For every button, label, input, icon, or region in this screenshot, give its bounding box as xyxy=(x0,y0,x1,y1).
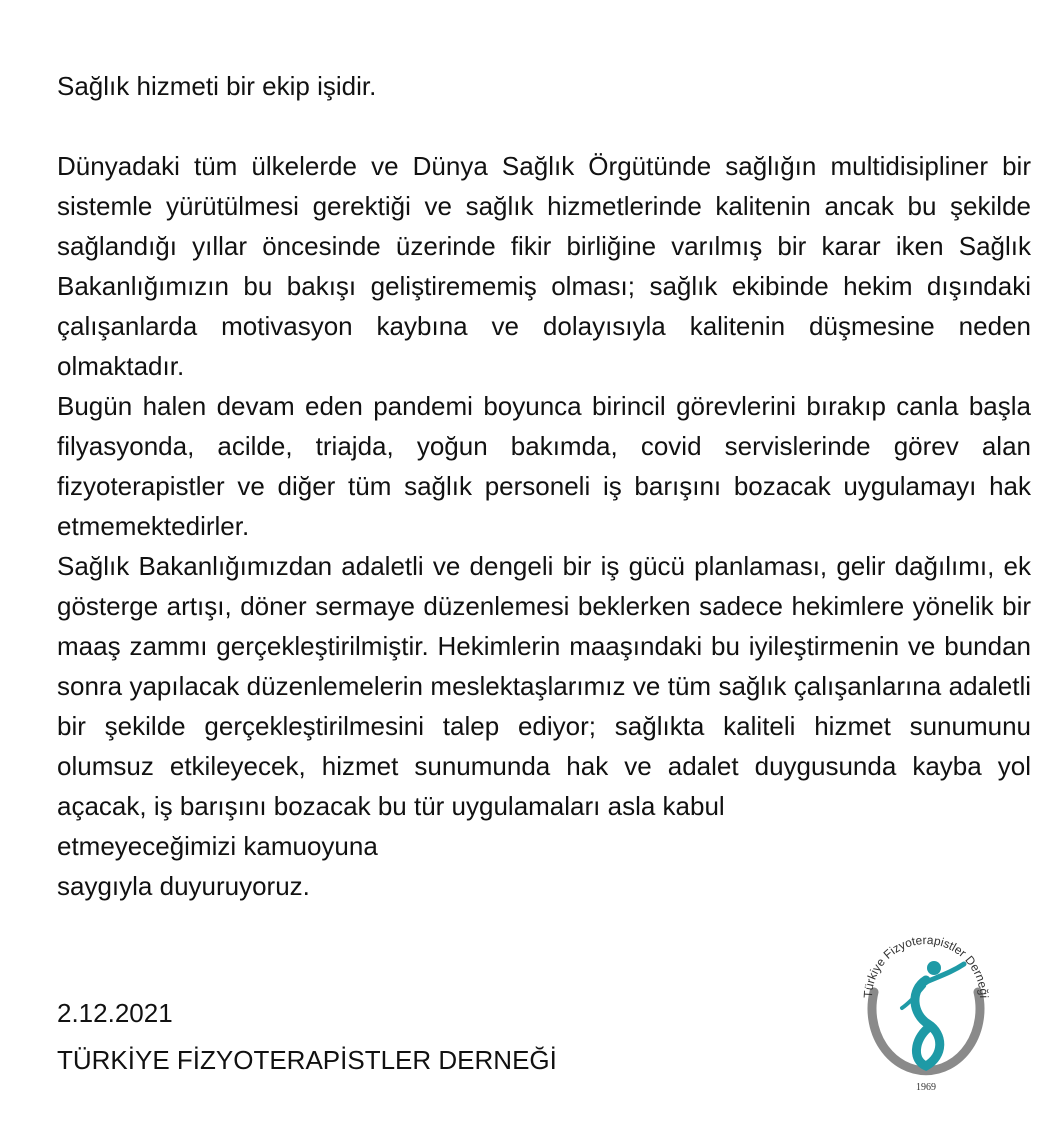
logo-ring-text: Türkiye Fizyoterapistler Derneği xyxy=(860,932,992,999)
letter-date: 2.12.2021 xyxy=(57,998,173,1028)
letter-body xyxy=(57,146,1031,906)
association-logo xyxy=(852,928,1000,1096)
paragraph-2: Bugün halen devam eden pandemi boyunca birincil görevlerini bırakıp canla başla filyasyonda, acilde, triajda, yoğun bakımda, covid servislerinde görev alan fizyoterapistler ve diğer tüm sağlık personeli iş barışını bozacak uygulamayı hak etmemektedirler. xyxy=(57,391,1031,541)
letter-title: Sağlık hizmeti bir ekip işidir. xyxy=(57,71,377,101)
paragraph-3-end: etmeyeceğimizi kamuoyuna xyxy=(57,831,378,861)
paragraph-3: Sağlık Bakanlığımızdan adaletli ve dengeli bir iş gücü planlaması, gelir dağılımı, ek gösterge artışı, döner sermaye düzenlemesi beklerken sadece hekimlere yönelik bir maaş zammı gerçekleştirilmiştir. Hekimlerin maaşındaki bu iyileştirmenin ve bundan sonra yapılacak düzenlemelerin meslektaşlarımız ve tüm sağlık çalışanlarına adaletli bir şekilde gerçekleştirilmesini talep ediyor; sağlıkta kaliteli hizmet sunumunu olumsuz etkileyecek, hizmet sunumunda hak ve adalet duygusunda kayba yol açacak, iş barışını bozacak bu tür uygulamaları asla kabul xyxy=(57,551,1031,821)
paragraph-1: Dünyadaki tüm ülkelerde ve Dünya Sağlık Örgütünde sağlığın multidisipliner bir sistemle yürütülmesi gerektiği ve sağlık hizmetlerinde kalitenin ancak bu şekilde sağlandığı yıllar öncesinde üzerinde fikir birliğine varılmış bir karar iken Sağlık Bakanlığımızın bu bakışı geliştirememiş olması; sağlık ekibinde hekim dışındaki çalışanlarda motivasyon kaybına ve dolayısıyla kalitenin düşmesine neden olmaktadır. xyxy=(57,151,1031,381)
closing-line: saygıyla duyuruyoruz. xyxy=(57,871,310,901)
organization-name: TÜRKİYE FİZYOTERAPİSTLER DERNEĞİ xyxy=(57,1045,557,1075)
logo-year: 1969 xyxy=(916,1082,936,1093)
logo-figure xyxy=(902,961,964,1066)
association-logo-svg xyxy=(852,928,1000,1096)
